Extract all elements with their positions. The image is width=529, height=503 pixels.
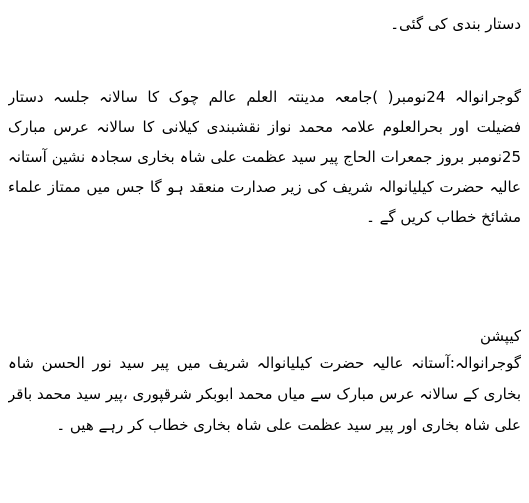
paragraph1-line: فضیلت اور بحرالعلوم علامہ محمد نواز نقشبندی کیلانی کا سالانہ عرس مبارک bbox=[8, 118, 521, 136]
heading: دستار بندی کی گئی۔ bbox=[390, 15, 521, 33]
paragraph1-line: عالیہ حضرت کیلیانوالہ شریف کی زیر صدارت منعقد ہو گا جس میں ممتاز علماء bbox=[8, 178, 521, 196]
paragraph1-line: مشائخ خطاب کریں گے ۔ bbox=[366, 208, 521, 226]
paragraph2-line: علی شاہ بخاری اور پیر سید عظمت علی شاہ بخاری خطاب کر رہے ھیں ۔ bbox=[56, 416, 521, 434]
paragraph1-line: 25نومبر بروز جمعرات الحاج پیر سید عظمت علی شاہ بخاری سجادہ نشین آستانہ bbox=[8, 148, 521, 166]
paragraph2-line: گوجرانوالہ:آستانہ عالیہ حضرت کیلیانوالہ شریف میں پیر سید نور الحسن شاہ bbox=[8, 354, 521, 372]
paragraph1-line: گوجرانوالہ 24نومبر( )جامعہ مدینتہ العلم عالم چوک کا سالانہ جلسہ دستار bbox=[8, 88, 521, 106]
caption-label: کیپشن bbox=[480, 327, 521, 345]
paragraph2-line: بخاری کے سالانہ عرس مبارک سے میاں محمد ابوبکر شرقپوری ،پیر سید محمد باقر bbox=[8, 385, 521, 403]
